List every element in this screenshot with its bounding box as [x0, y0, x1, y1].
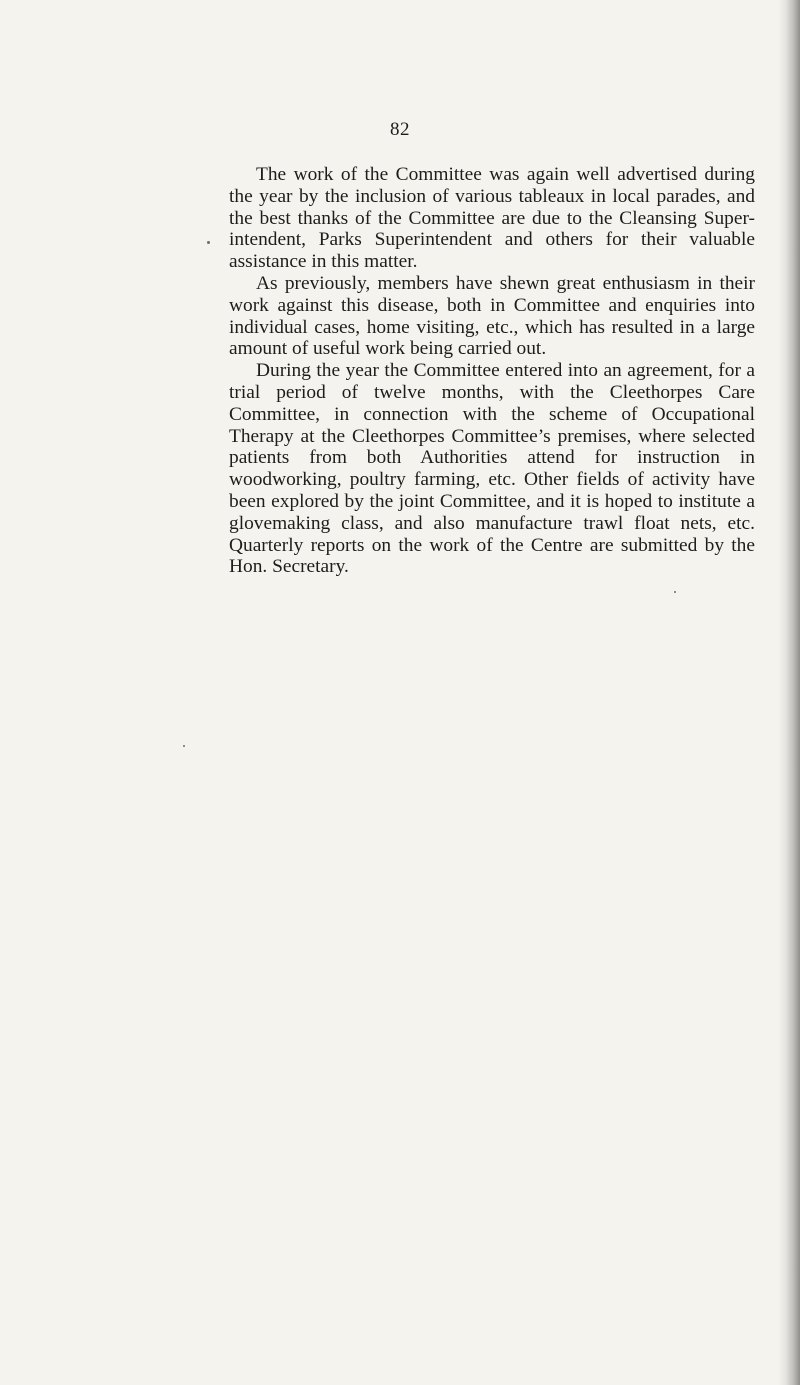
body-text: [229, 164, 755, 578]
page-binding-shadow: [778, 0, 800, 1385]
paper-speck: [183, 745, 185, 747]
paragraph-occupational-therapy: During the year the Committee entered into an agreement, for a trial period of twelve months, with the Cleethorpes Care Committee, in connection with the scheme of Occupational Therapy at the Cleethorpes Committee’s premises, where selected patients from both Authorities attend for instruction in woodworking, poultry farming, etc. Other fields of activity have been explored by the joint Committee, and it is hoped to institute a glovemaking class, and also manufacture trawl float nets, etc. Quarterly reports on the work of the Centre are submitted by the Hon. Secretary.: [229, 360, 755, 578]
page-number: 82: [390, 119, 410, 140]
paper-speck: [207, 241, 210, 244]
paragraph-advertising: The work of the Committee was again well advertised during the year by the inclusion of various tableaux in local parades, and the best thanks of the Committee are due to the Cleansing Super-intendent, Parks Superintendent and others for their valuable assistance in this matter.: [229, 164, 755, 273]
paper-speck: [674, 591, 676, 593]
paragraph-enthusiasm: As previously, members have shewn great enthusiasm in their work against this disease, both in Committee and enquiries into individual cases, home visiting, etc., which has resulted in a large amount of useful work being carried out.: [229, 272, 755, 360]
